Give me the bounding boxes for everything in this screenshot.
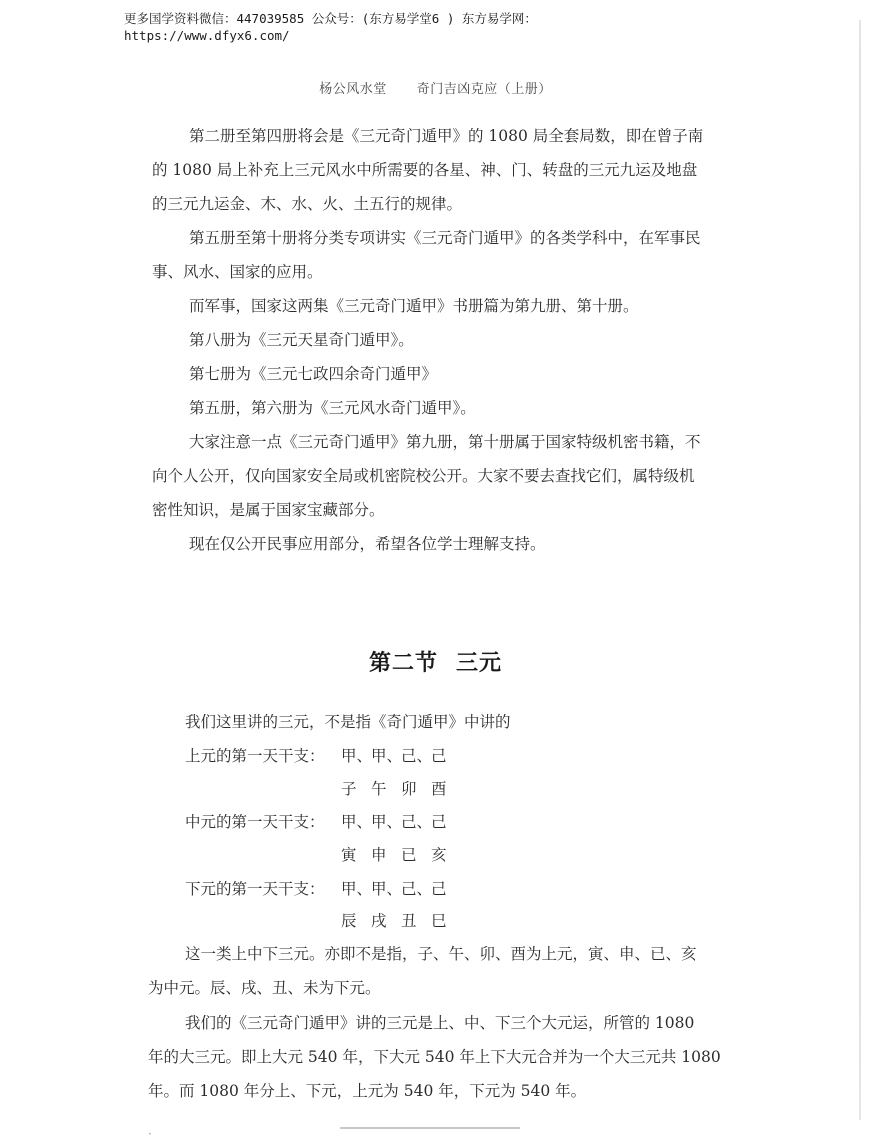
branch: 辰 — [341, 912, 357, 930]
stem: 甲、 — [341, 813, 373, 831]
branch: 丑 — [401, 912, 417, 930]
paragraph-line: 向个人公开，仅向国家安全局或机密院校公开。大家不要去查找它们，属特级机 — [152, 467, 695, 485]
ganzhi-label: 上元的第一天干支： — [185, 747, 325, 765]
footer-text-cutoff — [340, 1127, 520, 1129]
ganzhi-label: 中元的第一天干支： — [185, 813, 325, 831]
branch: 亥 — [431, 846, 447, 864]
stem: 甲、 — [341, 747, 373, 765]
paragraph-line: 第五册，第六册为《三元风水奇门遁甲》。 — [189, 399, 476, 417]
watermark-line-1: 更多国学资料微信：447039585 公众号：(东方易学堂6 ) 东方易学网： — [124, 11, 537, 26]
paragraph-line: 为中元。辰、戌、丑、未为下元。 — [148, 979, 381, 997]
paragraph-line: 年的大三元。即上大元 540 年，下大元 540 年上下大元合并为一个大三元共 1080 — [148, 1048, 721, 1066]
paragraph-line: 我们的《三元奇门遁甲》讲的三元是上、中、下三个大元运，所管的 1080 — [185, 1014, 695, 1032]
stem: 甲、 — [371, 880, 403, 898]
branch: 已 — [401, 846, 417, 864]
watermark-text — [124, 10, 537, 44]
page-number-marker: · — [148, 1127, 152, 1135]
ganzhi-label: 下元的第一天干支： — [185, 880, 325, 898]
page-footer — [0, 1125, 871, 1135]
running-head-left: 杨公风水堂 — [319, 82, 387, 97]
paragraph-line: 年。而 1080 年分上、下元，上元为 540 年，下元为 540 年。 — [148, 1082, 587, 1100]
stem: 己、 — [401, 880, 433, 898]
paragraph-line: 的 1080 局上补充上三元风水中所需要的各星、神、门、转盘的三元九运及地盘 — [152, 161, 698, 179]
section-intro: 我们这里讲的三元，不是指《奇门遁甲》中讲的 — [185, 713, 511, 731]
branch: 卯 — [401, 780, 417, 798]
branch: 寅 — [341, 846, 357, 864]
paragraph-line: 密性知识，是属于国家宝藏部分。 — [152, 501, 385, 519]
stem: 己 — [431, 880, 447, 898]
section-number: 第二节 — [368, 651, 438, 676]
stem: 己 — [431, 747, 447, 765]
branch: 子 — [341, 780, 357, 798]
paragraph-line: 的三元九运金、木、水、火、土五行的规律。 — [152, 195, 463, 213]
stem: 甲、 — [371, 747, 403, 765]
stem: 甲、 — [341, 880, 373, 898]
stem: 甲、 — [371, 813, 403, 831]
section-name: 三元 — [456, 651, 503, 676]
paragraph-line: 第七册为《三元七政四余奇门遁甲》 — [189, 365, 438, 383]
stem: 己、 — [401, 747, 433, 765]
branch: 酉 — [431, 780, 447, 798]
ganzhi-branch-row — [341, 843, 461, 865]
section-title — [0, 646, 871, 677]
paragraph-line: 事、风水、国家的应用。 — [152, 263, 323, 281]
paragraph-line: 第五册至第十册将分类专项讲实《三元奇门遁甲》的各类学科中，在军事民 — [189, 229, 701, 247]
ganzhi-stem-row — [185, 744, 461, 766]
branch: 戌 — [371, 912, 387, 930]
ganzhi-branch-row — [341, 909, 461, 931]
watermark-url: https://www.dfyx6.com/ — [124, 28, 290, 43]
running-head-right: 奇门吉凶克应（上册） — [416, 82, 552, 97]
paragraph-line: 现在仅公开民事应用部分，希望各位学士理解支持。 — [189, 535, 546, 553]
stem: 己、 — [401, 813, 433, 831]
paragraph-line: 第八册为《三元天星奇门遁甲》。 — [189, 331, 414, 349]
paragraph-line: 第二册至第四册将会是《三元奇门遁甲》的 1080 局全套局数，即在曾子南 — [189, 127, 704, 145]
ganzhi-branch-row — [341, 777, 461, 799]
paragraph-line: 而军事，国家这两集《三元奇门遁甲》书册篇为第九册、第十册。 — [189, 297, 639, 315]
ganzhi-stem-row — [185, 877, 461, 899]
branch: 午 — [371, 780, 387, 798]
page-edge-shadow — [859, 20, 861, 1120]
branch: 申 — [371, 846, 387, 864]
ganzhi-stem-row — [185, 810, 461, 832]
branch: 巳 — [431, 912, 447, 930]
running-head — [0, 78, 871, 97]
stem: 己 — [431, 813, 447, 831]
paragraph-line: 这一类上中下三元。亦即不是指，子、午、卯、酉为上元，寅、申、已、亥 — [185, 945, 697, 963]
paragraph-line: 大家注意一点《三元奇门遁甲》第九册，第十册属于国家特级机密书籍，不 — [189, 433, 701, 451]
